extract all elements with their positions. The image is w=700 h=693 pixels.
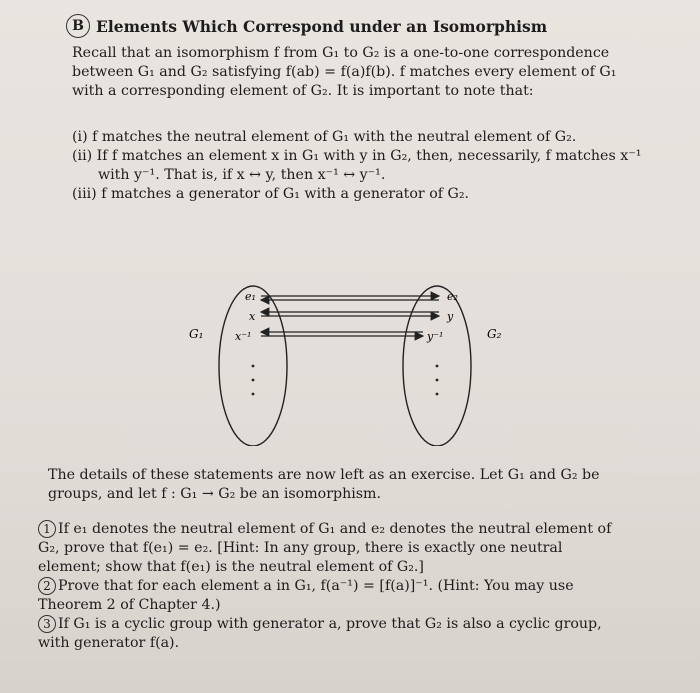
exercise-line: Theorem 2 of Chapter 4.) [38, 597, 221, 613]
intro-line: with a corresponding element of G₂. It is important to note that: [72, 83, 534, 99]
exercise-number: 3 [38, 615, 56, 633]
exercise-1 [38, 520, 648, 577]
right-set-label: G₂ [487, 327, 502, 341]
exercise-2 [38, 577, 648, 615]
right-element-yinv: y⁻¹ [427, 330, 444, 343]
details-line: The details of these statements are now left as an exercise. Let G₁ and G₂ be [48, 467, 600, 483]
intro-line: between G₁ and G₂ satisfying f(ab) = f(a)f(b). f matches every element of G₁ [72, 64, 617, 80]
left-element-e1: e₁ [245, 290, 256, 303]
exercise-line: G₂, prove that f(e₁) = e₂. [Hint: In any group, there is exactly one neutral [38, 540, 563, 556]
section-heading [66, 14, 547, 38]
property-i: (i) f matches the neutral element of G₁ with the neutral element of G₂. [72, 129, 577, 145]
exercise-3 [38, 615, 648, 653]
exercise-number: 2 [38, 577, 56, 595]
correspondence-diagram [175, 276, 515, 446]
exercises-list [38, 520, 648, 653]
left-set-label: G₁ [189, 327, 204, 341]
exercise-line: If e₁ denotes the neutral element of G₁ and e₂ denotes the neutral element of [58, 521, 612, 537]
right-element-y: y [447, 310, 454, 323]
left-element-xinv: x⁻¹ [235, 330, 252, 343]
details-paragraph [48, 466, 648, 504]
intro-paragraph [72, 44, 632, 101]
right-element-e2: e₂ [447, 290, 458, 303]
property-ii: (ii) If f matches an element x in G₁ with y in G₂, then, necessarily, f matches x⁻¹ [72, 148, 642, 164]
exercise-line: If G₁ is a cyclic group with generator a, prove that G₂ is also a cyclic group, [58, 616, 602, 632]
property-ii-cont: with y⁻¹. That is, if x ↔ y, then x⁻¹ ↔ y⁻¹. [98, 167, 386, 183]
intro-line: Recall that an isomorphism f from G₁ to G₂ is a one-to-one correspondence [72, 45, 610, 61]
section-title: Elements Which Correspond under an Isomorphism [96, 16, 548, 36]
properties-list [72, 128, 652, 204]
exercise-line: element; show that f(e₁) is the neutral element of G₂.] [38, 559, 424, 575]
left-element-x: x [249, 310, 256, 323]
property-iii: (iii) f matches a generator of G₁ with a generator of G₂. [72, 186, 470, 202]
exercise-line: with generator f(a). [38, 635, 180, 651]
exercise-number: 1 [38, 520, 56, 538]
section-badge: B [66, 14, 90, 38]
details-line: groups, and let f : G₁ → G₂ be an isomorphism. [48, 486, 381, 502]
exercise-line: Prove that for each element a in G₁, f(a⁻¹) = [f(a)]⁻¹. (Hint: You may use [58, 578, 574, 594]
